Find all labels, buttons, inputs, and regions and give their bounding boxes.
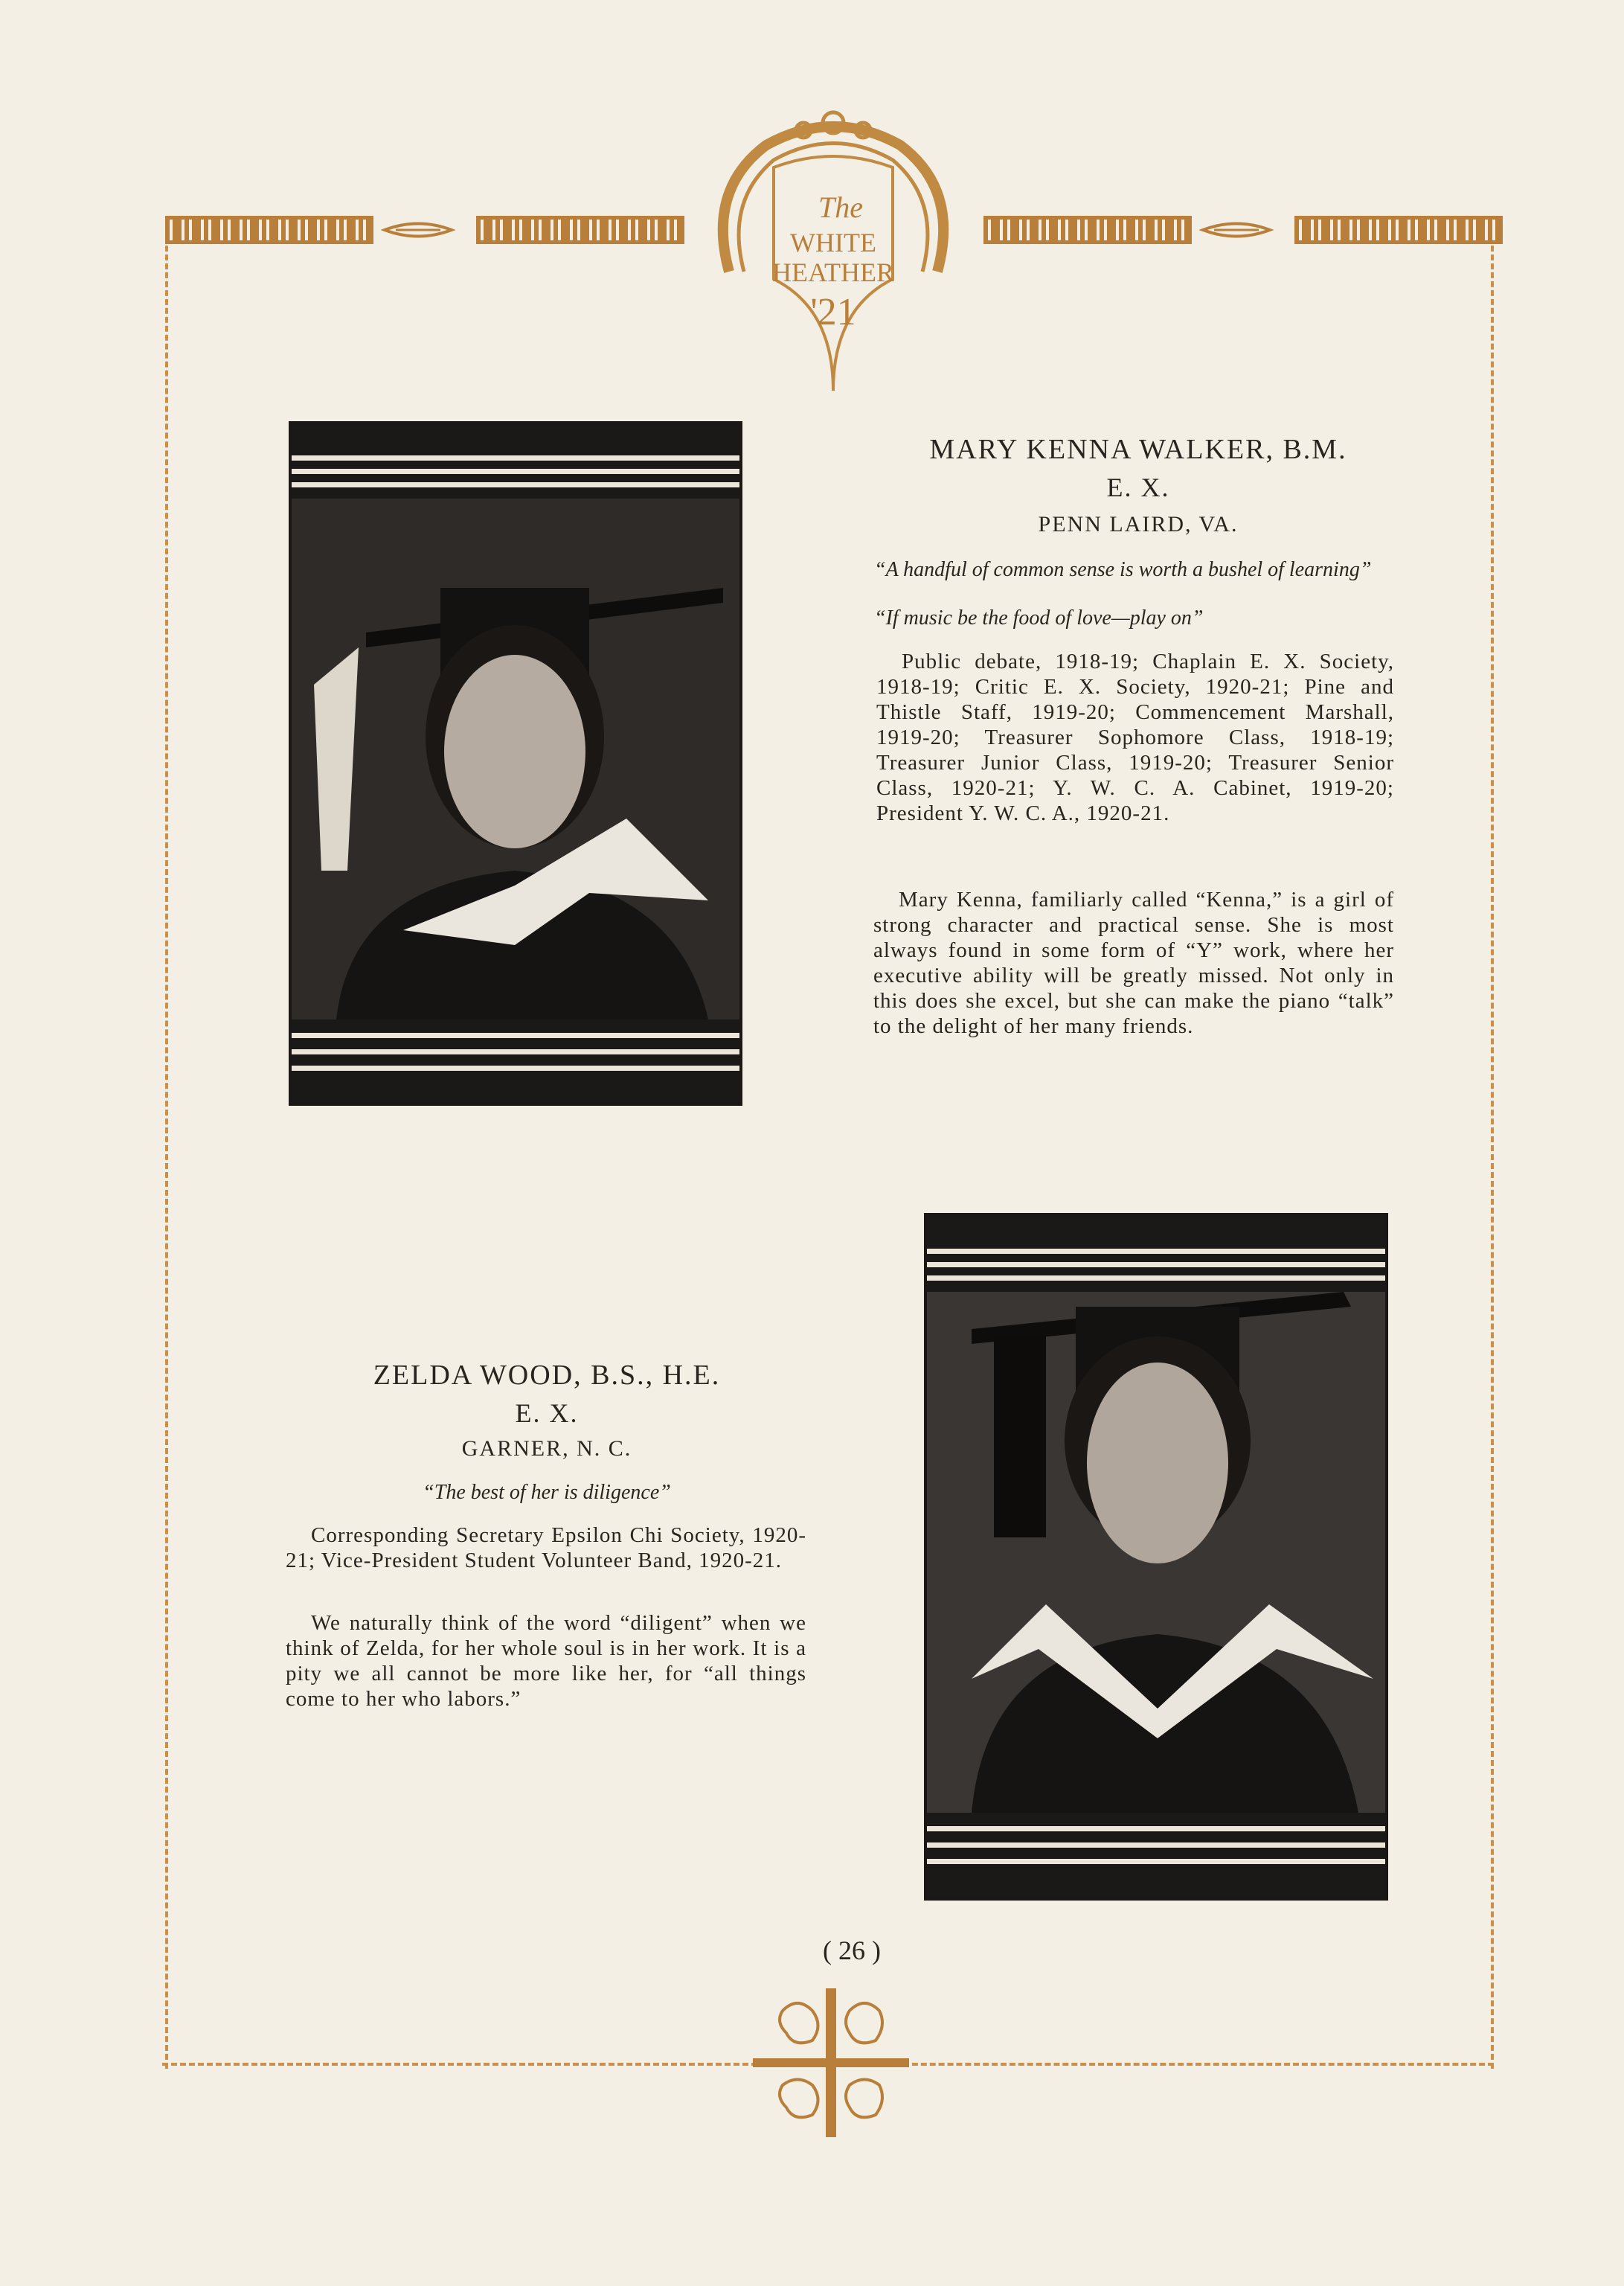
entry-2-society: E. X. — [515, 1398, 579, 1428]
emblem — [699, 100, 967, 391]
entry-2-activities: Corresponding Secretary Epsilon Chi Society, 1920-21; Vice-President Student Volunteer Band, 1920-21. — [286, 1523, 806, 1572]
entry-2-hometown: GARNER, N. C. — [461, 1436, 632, 1461]
top-band-right-1 — [983, 216, 1192, 244]
entry-1-quote-1: “A handful of common sense is worth a bushel of learning” — [874, 558, 1372, 581]
frame-bottom-right — [903, 2063, 1494, 2066]
entry-1-quote-2: “If music be the food of love—play on” — [874, 606, 1204, 630]
entry-1-name: MARY KENNA WALKER, B.M. — [929, 434, 1347, 465]
graduate-portrait-icon — [292, 499, 739, 1019]
top-band-right-2 — [1294, 216, 1503, 244]
frame-left — [165, 246, 168, 2069]
frame-bottom-left — [162, 2063, 757, 2066]
emblem-year: '21 — [810, 291, 856, 333]
entry-2-name: ZELDA WOOD, B.S., H.E. — [373, 1360, 721, 1391]
portrait-photo-1 — [289, 421, 742, 1106]
page-number: ( 26 ) — [823, 1936, 881, 1965]
entry-1-description: Mary Kenna, familiarly called “Kenna,” is a girl of strong character and practical sense. She is most always found in some form of “Y” work, where her executive ability will be greatly missed. Not only in this does she excel, but she can make the piano “talk” to the delight of her many friends. — [873, 888, 1394, 1038]
floral-cross-icon — [753, 1988, 909, 2137]
graduate-portrait-icon — [927, 1292, 1385, 1813]
laurel-icon — [1199, 216, 1274, 244]
top-band-left-1 — [165, 216, 373, 244]
laurel-icon — [381, 216, 455, 244]
entry-1-hometown: PENN LAIRD, VA. — [1038, 512, 1239, 537]
entry-2-description: We naturally think of the word “diligent” when we think of Zelda, for her whole soul is in her work. It is a pity we all cannot be more like her, for “all things come to her who labors.” — [286, 1611, 806, 1711]
entry-2-quote-1: “The best of her is diligence” — [423, 1481, 671, 1504]
entry-1-society: E. X. — [1106, 473, 1170, 502]
entry-1-activities: Public debate, 1918-19; Chaplain E. X. Society, 1918-19; Critic E. X. Society, 1920-21; Pine and Thistle Staff, 1919-20; Commencement Marshall, 1919-20; Treasurer Sophomore Class, 1918-19; Treasurer Junior Class, 1919-20; Treasurer Senior Class, 1920-21; Y. W. C. A. Cabinet, 1919-20; President Y. W. C. A., 1920-21. — [876, 650, 1394, 825]
top-band-left-2 — [476, 216, 684, 244]
emblem-heather: HEATHER — [772, 257, 894, 287]
portrait-photo-2 — [924, 1213, 1388, 1901]
frame-right — [1491, 246, 1494, 2069]
emblem-the: The — [818, 190, 863, 224]
emblem-white: WHITE — [790, 228, 876, 257]
